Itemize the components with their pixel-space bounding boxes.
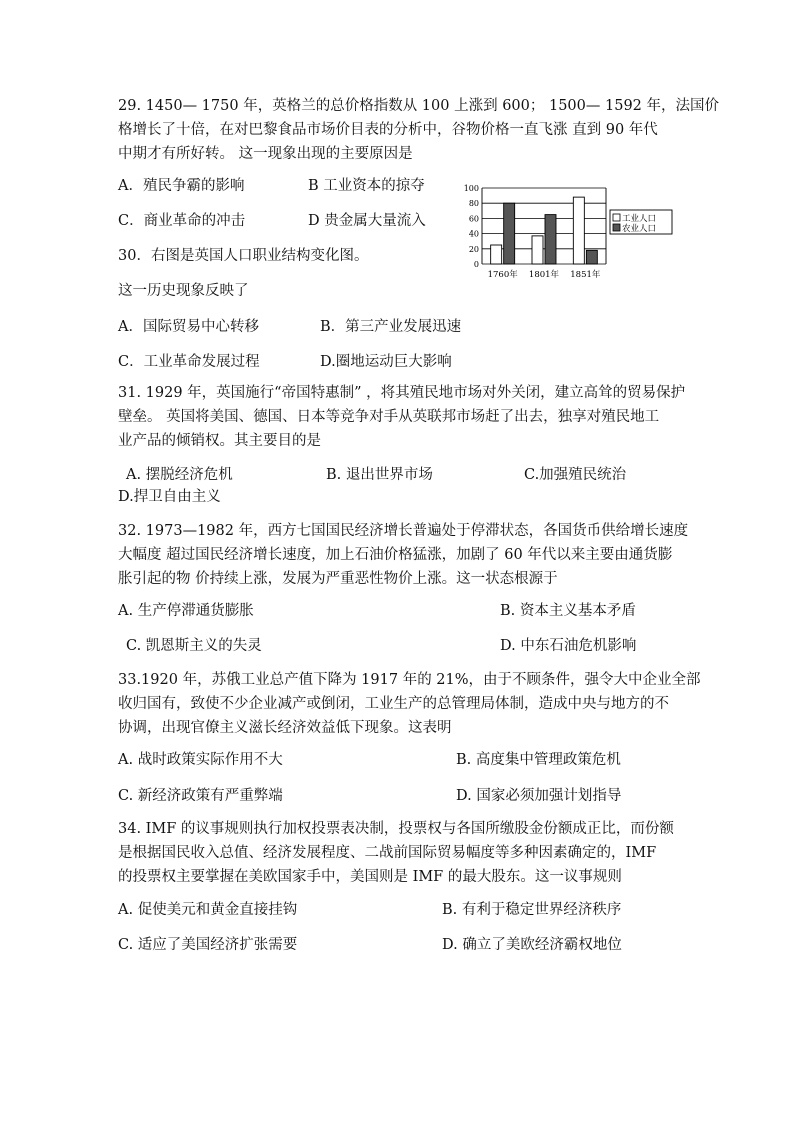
q34-option-b: B. 有利于稳定世界经济秩序 (442, 902, 622, 918)
bar-agriculture (545, 215, 556, 264)
q29-option-b: B 工业资本的掠夺 (308, 178, 425, 194)
legend-label: 工业人口 (622, 214, 657, 224)
y-tick-label: 80 (468, 199, 479, 209)
q30-option-a: A．国际贸易中心转移 (118, 319, 259, 335)
q34-option-c: C. 适应了美国经济扩张需要 (118, 937, 298, 953)
q34-option-a: A. 促使美元和黄金直接挂钩 (118, 902, 298, 918)
bar-industry (573, 197, 584, 264)
population-structure-chart (456, 180, 696, 284)
x-tick-label: 1851年 (570, 270, 601, 280)
q30-option-d: D.圈地运动巨大影响 (320, 354, 452, 370)
q29-line-3: 中期才有所好转。 这一现象出现的主要原因是 (118, 146, 413, 162)
y-tick-label: 20 (468, 244, 479, 254)
bar-agriculture (504, 203, 515, 264)
bar-industry (491, 245, 502, 264)
q34-line-1: 34. IMF 的议事规则执行加权投票表决制，投票权与各国所缴股金份额成正比，而份额 (118, 821, 674, 837)
q32-line-1: 32. 1973—1982 年，西方七国国民经济增长普遍处于停滞状态，各国货币供给增长速度 (118, 523, 689, 539)
y-tick-label: 60 (468, 214, 479, 224)
q33-line-2: 收归国有，致使不少企业减产或倒闭，工业生产的总管理局体制，造成中央与地方的不 (118, 696, 669, 712)
q29-option-d: D 贵金属大量流入 (308, 213, 426, 229)
q31-line-2: 壁垒。 英国将美国、德国、日本等竞争对手从英联邦市场赶了出去，独享对殖民地工 (118, 409, 660, 425)
legend-label: 农业人口 (622, 224, 657, 234)
q31-option-b: B. 退出世界市场 (326, 467, 433, 483)
q29-line-1: 29. 1450— 1750 年，英格兰的总价格指数从 100 上涨到 600； 1500— 1592 年，法国价 (118, 98, 719, 114)
q32-option-a: A. 生产停滞通货膨胀 (118, 603, 254, 619)
bar-agriculture (586, 250, 597, 264)
q30-line-2: 这一历史现象反映了 (118, 283, 249, 299)
q34-line-3: 的投票权主要掌握在美欧国家手中，美国则是 IMF 的最大股东。这一议事规则 (118, 869, 622, 885)
legend-swatch (613, 224, 620, 231)
q29-option-c: C．商业革命的冲击 (118, 213, 246, 229)
q33-option-d: D. 国家必须加强计划指导 (456, 788, 622, 804)
q31-line-3: 业产品的倾销权。其主要目的是 (118, 433, 321, 449)
q31-line-1: 31. 1929 年，英国施行“帝国特惠制” ，将其殖民地市场对外关闭，建立高耸的贸易保护 (118, 385, 686, 401)
q33-option-a: A. 战时政策实际作用不大 (118, 752, 283, 768)
bar-industry (532, 236, 543, 264)
q33-option-b: B. 高度集中管理政策危机 (456, 752, 621, 768)
y-tick-label: 40 (468, 229, 479, 239)
legend-swatch (613, 214, 620, 221)
q32-option-c: C. 凯恩斯主义的失灵 (126, 638, 262, 654)
q30-line-1: 30．右图是英国人口职业结构变化图。 (118, 248, 369, 264)
q30-option-b: B．第三产业发展迅速 (320, 319, 462, 335)
q32-option-d: D. 中东石油危机影响 (500, 638, 637, 654)
y-tick-label: 100 (463, 184, 479, 193)
q34-line-2: 是根据国民收入总值、经济发展程度、二战前国际贸易幅度等多种因素确定的，IMF (118, 845, 657, 861)
q33-line-1: 33.1920 年，苏俄工业总产值下降为 1917 年的 21%，由于不顾条件，强令大中企业全部 (118, 672, 701, 688)
q34-option-d: D. 确立了美欧经济霸权地位 (442, 937, 622, 953)
x-tick-label: 1760年 (487, 270, 518, 280)
q29-option-a: A．殖民争霸的影响 (118, 178, 245, 194)
q33-line-3: 协调，出现官僚主义滋长经济效益低下现象。这表明 (118, 720, 452, 736)
q30-option-c: C．工业革命发展过程 (118, 354, 260, 370)
q31-option-c: C.加强殖民统治 (524, 467, 627, 483)
q33-option-c: C. 新经济政策有严重弊端 (118, 788, 283, 804)
q32-line-3: 胀引起的物 价持续上涨，发展为严重恶性物价上涨。这一状态根源于 (118, 571, 558, 587)
q31-option-a: A. 摆脱经济危机 (126, 467, 233, 483)
bar-chart-svg (456, 180, 696, 284)
x-tick-label: 1801年 (528, 270, 560, 280)
q29-line-2: 格增长了十倍，在对巴黎食品市场价目表的分析中，谷物价格一直飞涨 直到 90 年代 (118, 122, 658, 138)
q32-line-2: 大幅度 超过国民经济增长速度，加上石油价格猛涨，加剧了 60 年代以来主要由通货膨 (118, 547, 673, 563)
q31-option-d: D.捍卫自由主义 (118, 489, 221, 505)
q32-option-b: B. 资本主义基本矛盾 (500, 603, 636, 619)
y-tick-label: 0 (473, 260, 479, 269)
